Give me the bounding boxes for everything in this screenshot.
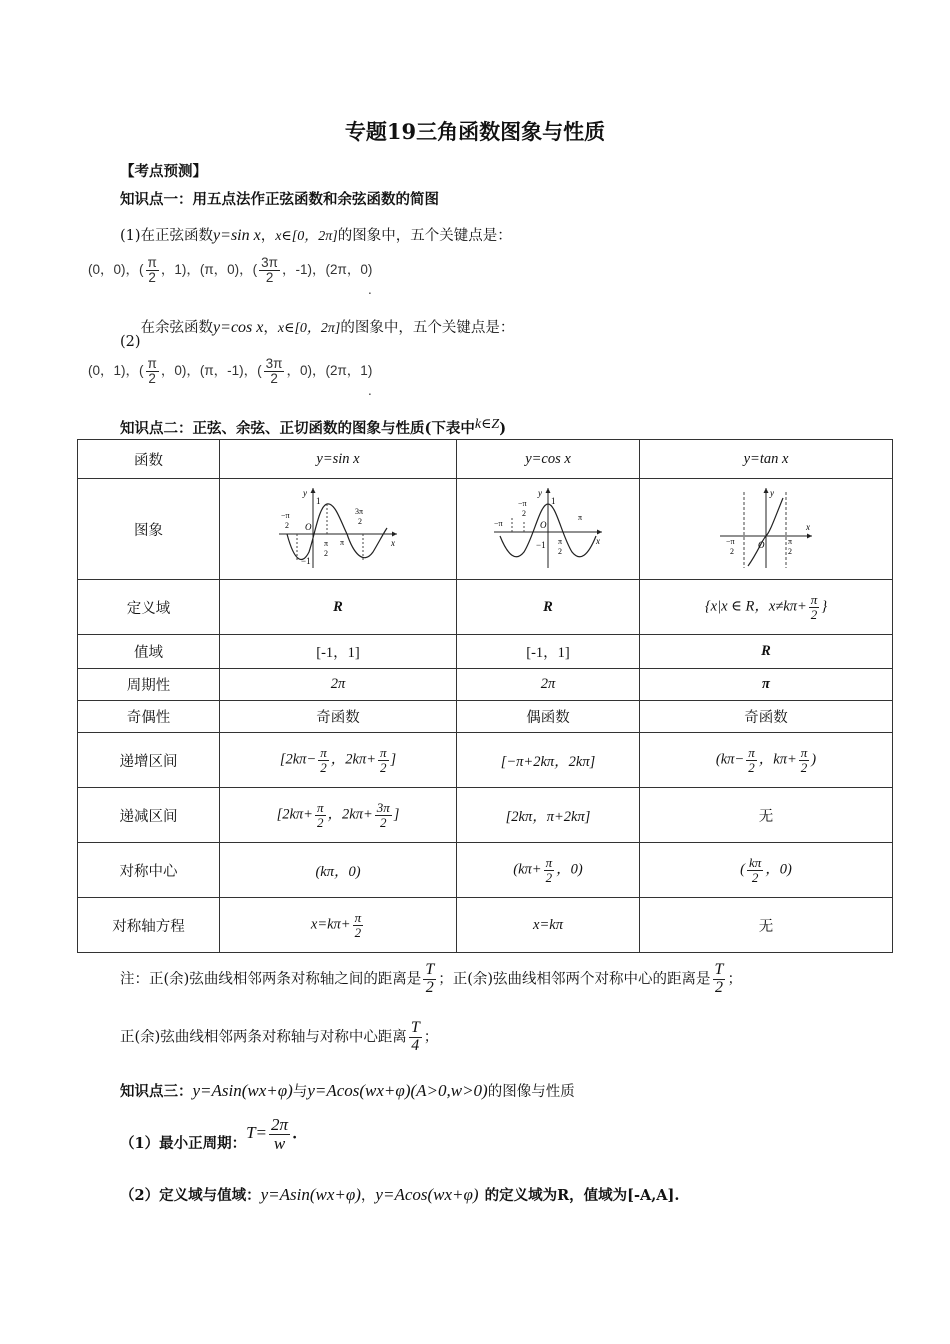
svg-text:2: 2 [522, 509, 526, 518]
k1-cos-points: (0，1)，( $\frac{\pi}{2}$ ，0)，(π，-1)，( $\frac{3\pi}{2}$ ，0)，(2π，1) . [88, 356, 373, 398]
svg-text:2: 2 [730, 547, 734, 556]
k1-sin-func: y=sin x [213, 227, 261, 244]
k3-f1: y=Asin(wx+φ) [192, 1081, 293, 1100]
svg-text:O: O [305, 522, 312, 532]
note-text-2: 正(余)弦曲线相邻两条对称轴与对称中心距离 [120, 1029, 407, 1046]
note-text-b: ；正(余)弦曲线相邻两个对称中心的距离是 [438, 971, 711, 988]
k3-item1: （1）最小正周期：T= $\frac{2\pi}{w}$ . [120, 1115, 298, 1153]
cell-sin-func: y=sin x [220, 440, 457, 479]
cell-value: 无 [640, 788, 893, 843]
cell-value: x=kπ+ $\frac{\pi}{2}$ [220, 898, 457, 953]
k3-cond: (A>0,w>0) [410, 1081, 488, 1100]
svg-text:y: y [538, 488, 542, 498]
k1-cos-func: y=cos x [213, 319, 264, 336]
k3-tail: 的图像与性质 [487, 1084, 575, 1100]
k1-sin-prefix: (1)在正弦函数 [120, 228, 214, 244]
page-title: 专题19三角函数图象与性质 [344, 119, 606, 144]
section-tag: 【考点预测】 [120, 163, 207, 180]
svg-text:y: y [770, 488, 774, 498]
cell-value: 2π [457, 669, 640, 701]
svg-text:1: 1 [316, 496, 321, 506]
note-text-c: ； [727, 971, 742, 988]
svg-text:x: x [806, 522, 810, 532]
cell-value: [−π+2kπ，2kπ] [457, 733, 640, 788]
k1-sin-line: (1)在正弦函数y=sin x，x∈[0，2π]的图象中，五个关键点是： [120, 227, 512, 244]
row-label: 函数 [78, 440, 220, 479]
k3-item1-label: （1）最小正周期： [120, 1135, 247, 1153]
cell-value: {x|x ∈ R，x≠kπ+ $\frac{\pi}{2}$ } [640, 580, 893, 635]
table-row [78, 898, 893, 953]
tan-graph [640, 479, 893, 580]
row-label: 递减区间 [78, 788, 220, 843]
cell-value: 2π [220, 669, 457, 701]
cell-value: R [640, 635, 893, 669]
row-label: 对称轴方程 [78, 898, 220, 953]
svg-text:π: π [788, 537, 793, 546]
svg-text:O: O [540, 520, 547, 530]
table-row [78, 635, 893, 669]
k3-heading-line [120, 1080, 575, 1101]
sin-graph [220, 479, 457, 580]
svg-text:2: 2 [558, 547, 562, 556]
cell-cos-func: y=cos x [457, 440, 640, 479]
cos-graph [457, 479, 640, 580]
cell-value: (kπ，0) [220, 843, 457, 898]
k1-cos-line: (2)在余弦函数y=cos x，x∈[0，2π]的图象中，五个关键点是： [120, 319, 515, 350]
k2-heading-end: ) [499, 420, 507, 437]
cell-value: R [220, 580, 457, 635]
cell-value: 偶函数 [457, 701, 640, 733]
table-row [78, 843, 893, 898]
svg-text:2: 2 [788, 547, 792, 556]
cell-value: x=kπ [457, 898, 640, 953]
k2-heading-text: 知识点二：正弦、余弦、正切函数的图象与性质(下表中 [120, 420, 475, 437]
note-line-2: 正(余)弦曲线相邻两条对称轴与对称中心距离 $\frac{T}{4}$ ； [120, 1019, 439, 1054]
svg-text:2: 2 [285, 521, 289, 530]
cell-value: (kπ+ $\frac{\pi}{2}$ ，0) [457, 843, 640, 898]
svg-text:O: O [758, 540, 765, 550]
k1-heading: 知识点一：用五点法作正弦函数和余弦函数的简图 [120, 191, 439, 208]
k1-cos-domain: x∈[0，2π] [277, 321, 341, 336]
svg-text:x: x [391, 538, 395, 548]
table-row [78, 479, 893, 580]
k3-item1-end: . [292, 1125, 298, 1143]
cell-value: 无 [640, 898, 893, 953]
row-label: 周期性 [78, 669, 220, 701]
cell-value: [2kπ，π+2kπ] [457, 788, 640, 843]
table-row [78, 580, 893, 635]
k1-sin-suffix: 的图象中，五个关键点是： [337, 228, 512, 244]
cell-value: ( $\frac{k\pi}{2}$ ，0) [640, 843, 893, 898]
k2-heading-cond: k∈Z [474, 417, 500, 432]
svg-text:2: 2 [324, 549, 328, 558]
k3-item2-tail: 的定义域为R，值域为[-A,A]. [484, 1187, 680, 1204]
cell-value: R [457, 580, 640, 635]
row-label: 递增区间 [78, 733, 220, 788]
cell-value: π [640, 669, 893, 701]
cell-value: (kπ− $\frac{\pi}{2}$ ，kπ+ $\frac{\pi}{2}$ ) [640, 733, 893, 788]
k3-heading: 知识点三： [120, 1083, 193, 1100]
sin-graph-svg [273, 482, 403, 572]
k2-heading [120, 417, 506, 438]
cell-value: 奇函数 [640, 701, 893, 733]
svg-text:π: π [340, 538, 345, 547]
svg-text:x: x [596, 536, 600, 546]
k3-f2: y=Acos(wx+φ) [307, 1081, 411, 1100]
k1-cos-prefix2: 在余弦函数 [140, 320, 214, 336]
row-label: 奇偶性 [78, 701, 220, 733]
k3-and: 与 [292, 1084, 308, 1100]
row-label: 图象 [78, 479, 220, 580]
note-text-2-end: ； [423, 1029, 439, 1046]
row-label: 值域 [78, 635, 220, 669]
svg-text:2: 2 [358, 517, 362, 526]
cell-value: [2kπ+ $\frac{\pi}{2}$ ，2kπ+ $\frac{3\pi}{2}$ ] [220, 788, 457, 843]
cell-value: [2kπ− $\frac{\pi}{2}$ ，2kπ+ $\frac{\pi}{2}$ ] [220, 733, 457, 788]
svg-text:1: 1 [551, 496, 556, 506]
svg-text:−π: −π [726, 537, 735, 546]
note-line-1: 注：正(余)弦曲线相邻两条对称轴之间的距离是 $\frac{T}{2}$ ；正(余)弦曲线相邻两个对称中心的距离是 $\frac{T}{2}$ ； [120, 961, 742, 996]
tan-graph-svg [716, 482, 816, 572]
svg-text:−π: −π [518, 499, 527, 508]
svg-text:π: π [558, 537, 563, 546]
svg-text:−1: −1 [301, 556, 311, 566]
properties-table [77, 439, 893, 953]
note-text-a: 注：正(余)弦曲线相邻两条对称轴之间的距离是 [120, 971, 422, 988]
table-row [78, 669, 893, 701]
cell-value: 奇函数 [220, 701, 457, 733]
k1-sin-points: (0，0)，( $\frac{\pi}{2}$ ，1)，(π，0)，( $\frac{3\pi}{2}$ ，-1)，(2π，0) . [88, 255, 373, 297]
k1-sin-domain: x∈[0，2π] [275, 229, 338, 244]
table-row [78, 788, 893, 843]
k3-item2-f1: y=Asin(wx+φ) [260, 1185, 361, 1204]
row-label: 对称中心 [78, 843, 220, 898]
k1-cos-suffix: 的图象中，五个关键点是： [340, 320, 515, 336]
svg-text:−1: −1 [536, 540, 546, 550]
cell-value: [-1，1] [220, 635, 457, 669]
k3-item2-f2: y=Acos(wx+φ) [375, 1185, 479, 1204]
cell-tan-func: y=tan x [640, 440, 893, 479]
cell-value: [-1，1] [457, 635, 640, 669]
svg-text:π: π [578, 513, 583, 522]
k3-item2-label: （2）定义域与值域： [120, 1187, 261, 1204]
svg-text:π: π [324, 539, 329, 548]
svg-text:−π: −π [494, 519, 503, 528]
table-row [78, 733, 893, 788]
k3-item2: （2）定义域与值域：y=Asin(wx+φ)，y=Acos(wx+φ) 的定义域为R，值域为[-A,A]. [120, 1185, 680, 1204]
svg-text:−π: −π [281, 511, 290, 520]
row-label: 定义域 [78, 580, 220, 635]
k1-cos-prefix: (2) [120, 334, 141, 350]
table-row [78, 701, 893, 733]
table-row [78, 440, 893, 479]
cos-graph-svg [490, 482, 606, 572]
svg-text:y: y [303, 488, 307, 498]
svg-text:3π: 3π [355, 507, 364, 516]
